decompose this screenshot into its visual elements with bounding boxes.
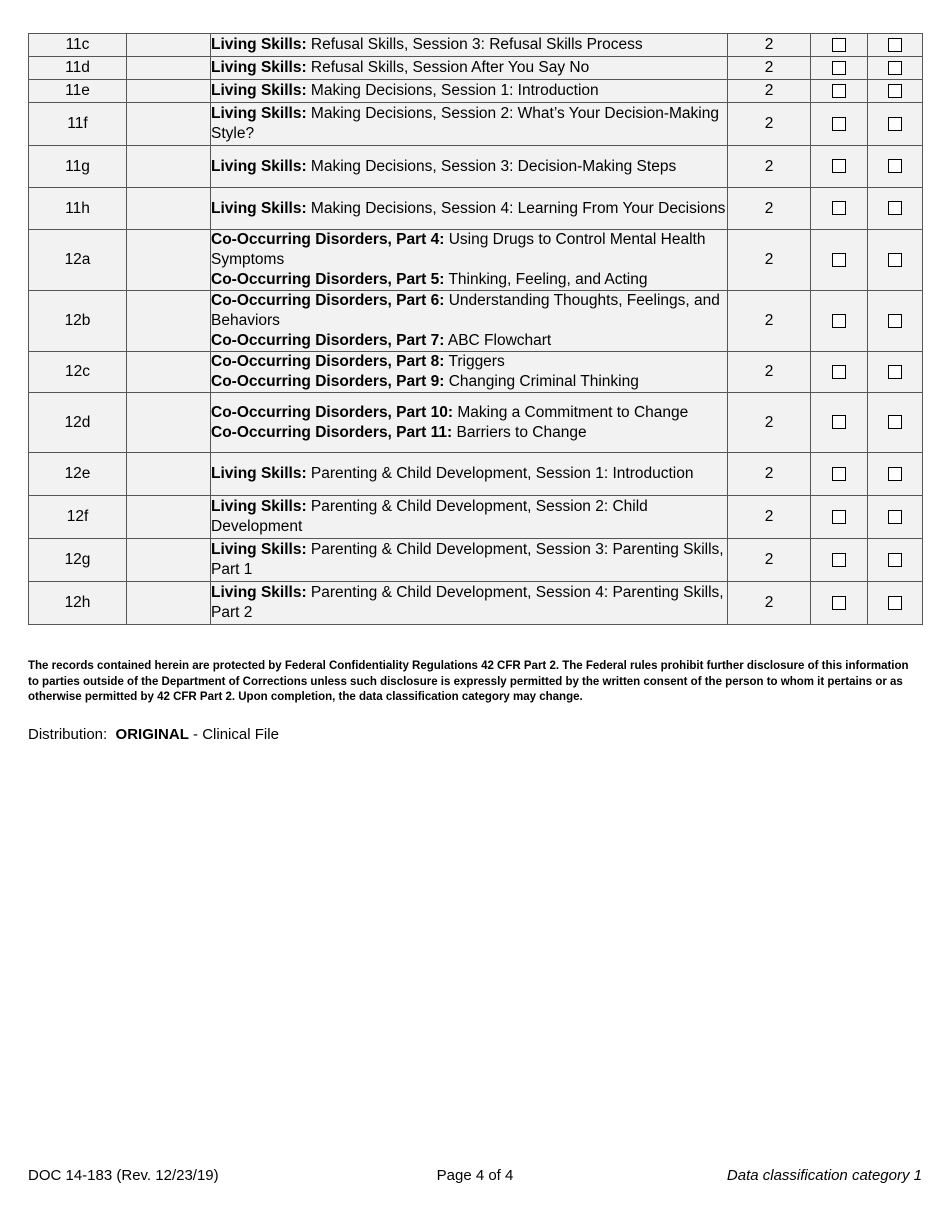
- date-cell: [127, 539, 211, 582]
- completed-checkbox[interactable]: [832, 253, 846, 267]
- date-cell: [127, 453, 211, 496]
- topic-heading: Living Skills:: [211, 541, 307, 558]
- completed-checkbox-cell: [811, 146, 868, 188]
- completed-checkbox[interactable]: [832, 159, 846, 173]
- completed-checkbox[interactable]: [832, 467, 846, 481]
- completed-checkbox[interactable]: [832, 365, 846, 379]
- session-hours: 2: [728, 188, 811, 230]
- topic-text: ABC Flowchart: [444, 332, 552, 349]
- not-completed-checkbox-cell: [868, 539, 923, 582]
- session-number: 12b: [29, 291, 127, 352]
- date-cell: [127, 352, 211, 393]
- date-cell: [127, 146, 211, 188]
- description-line: [211, 352, 727, 372]
- topic-heading: Living Skills:: [211, 199, 307, 217]
- session-number: 12a: [29, 230, 127, 291]
- session-hours: 2: [728, 103, 811, 146]
- not-completed-checkbox[interactable]: [888, 314, 902, 328]
- distribution-line: [28, 726, 279, 743]
- description-line: [211, 157, 727, 177]
- not-completed-checkbox[interactable]: [888, 117, 902, 131]
- topic-text: Barriers to Change: [452, 423, 587, 441]
- topic-text: Refusal Skills, Session 3: Refusal Skills Process: [306, 36, 643, 53]
- table-row: [29, 103, 923, 146]
- description-line: [211, 331, 727, 351]
- session-hours: 2: [728, 352, 811, 393]
- topic-heading: Living Skills:: [211, 82, 307, 99]
- table-row: [29, 57, 923, 80]
- session-hours: 2: [728, 496, 811, 539]
- session-hours: 2: [728, 34, 811, 57]
- not-completed-checkbox-cell: [868, 80, 923, 103]
- not-completed-checkbox[interactable]: [888, 201, 902, 215]
- date-cell: [127, 230, 211, 291]
- description-line: [211, 270, 727, 290]
- session-table: [28, 33, 923, 625]
- session-hours: 2: [728, 291, 811, 352]
- topic-heading: Co-Occurring Disorders, Part 10:: [211, 403, 454, 421]
- confidentiality-notice: The records contained herein are protected by Federal Confidentiality Regulations 42 CFR Part 2. The Federal rules prohibit further disclosure of this information to parties outside of the Department of Corrections unless such disclosure is expressly permitted by the written consent of the person to whom it pertains or as otherwise permitted by 42 CFR Part 2. Upon completion, the data classification category may change.: [28, 660, 909, 703]
- not-completed-checkbox[interactable]: [888, 159, 902, 173]
- not-completed-checkbox-cell: [868, 393, 923, 453]
- topic-text: Parenting & Child Development, Session 3: Parenting Skills, Part 1: [211, 541, 724, 578]
- completed-checkbox-cell: [811, 34, 868, 57]
- description-line: [211, 58, 727, 78]
- topic-heading: Living Skills:: [211, 36, 307, 53]
- session-hours: 2: [728, 146, 811, 188]
- description-line: [211, 291, 727, 331]
- not-completed-checkbox[interactable]: [888, 61, 902, 75]
- not-completed-checkbox-cell: [868, 146, 923, 188]
- session-number: 12g: [29, 539, 127, 582]
- session-description: [211, 352, 728, 393]
- not-completed-checkbox-cell: [868, 34, 923, 57]
- not-completed-checkbox[interactable]: [888, 510, 902, 524]
- session-description: [211, 80, 728, 103]
- completed-checkbox-cell: [811, 291, 868, 352]
- topic-text: Parenting & Child Development, Session 4: Parenting Skills, Part 2: [211, 584, 724, 621]
- session-hours: 2: [728, 80, 811, 103]
- table-row: [29, 291, 923, 352]
- not-completed-checkbox[interactable]: [888, 38, 902, 52]
- session-number: 12c: [29, 352, 127, 393]
- completed-checkbox[interactable]: [832, 553, 846, 567]
- description-line: [211, 464, 727, 484]
- page-number: Page 4 of 4: [436, 1167, 514, 1184]
- table-row: [29, 539, 923, 582]
- date-cell: [127, 582, 211, 625]
- topic-text: Parenting & Child Development, Session 2: Child Development: [211, 498, 648, 535]
- table-row: [29, 393, 923, 453]
- not-completed-checkbox-cell: [868, 582, 923, 625]
- session-description: [211, 291, 728, 352]
- topic-text: Understanding Thoughts, Feelings, and Behaviors: [211, 292, 720, 329]
- data-classification: Data classification category 1: [726, 1167, 922, 1184]
- topic-text: Changing Criminal Thinking: [444, 373, 639, 390]
- completed-checkbox[interactable]: [832, 84, 846, 98]
- session-description: [211, 582, 728, 625]
- topic-heading: Living Skills:: [211, 584, 307, 601]
- topic-heading: Co-Occurring Disorders, Part 11:: [211, 423, 453, 441]
- completed-checkbox[interactable]: [832, 201, 846, 215]
- description-line: [211, 583, 727, 623]
- not-completed-checkbox-cell: [868, 352, 923, 393]
- session-hours: 2: [728, 582, 811, 625]
- completed-checkbox-cell: [811, 582, 868, 625]
- form-number: DOC 14-183 (Rev. 12/23/19): [28, 1167, 219, 1184]
- date-cell: [127, 103, 211, 146]
- completed-checkbox-cell: [811, 188, 868, 230]
- date-cell: [127, 496, 211, 539]
- topic-heading: Co-Occurring Disorders, Part 8:: [211, 353, 445, 370]
- session-description: [211, 393, 728, 453]
- completed-checkbox[interactable]: [832, 510, 846, 524]
- completed-checkbox[interactable]: [832, 596, 846, 610]
- session-number: 12e: [29, 453, 127, 496]
- not-completed-checkbox[interactable]: [888, 553, 902, 567]
- session-hours: 2: [728, 230, 811, 291]
- topic-heading: Living Skills:: [211, 105, 307, 122]
- topic-heading: Co-Occurring Disorders, Part 5:: [211, 271, 445, 288]
- topic-text: Making a Commitment to Change: [453, 403, 689, 421]
- date-cell: [127, 393, 211, 453]
- completed-checkbox[interactable]: [832, 117, 846, 131]
- table-row: [29, 453, 923, 496]
- session-number: 11e: [29, 80, 127, 103]
- table-row: [29, 582, 923, 625]
- completed-checkbox-cell: [811, 539, 868, 582]
- not-completed-checkbox[interactable]: [888, 253, 902, 267]
- not-completed-checkbox-cell: [868, 291, 923, 352]
- session-number: 11g: [29, 146, 127, 188]
- session-number: 11h: [29, 188, 127, 230]
- description-line: [211, 540, 727, 580]
- session-description: [211, 57, 728, 80]
- topic-text: Making Decisions, Session 1: Introduction: [306, 82, 599, 99]
- session-description: [211, 146, 728, 188]
- not-completed-checkbox-cell: [868, 496, 923, 539]
- not-completed-checkbox-cell: [868, 453, 923, 496]
- completed-checkbox-cell: [811, 496, 868, 539]
- table-row: [29, 230, 923, 291]
- session-description: [211, 103, 728, 146]
- session-number: 12d: [29, 393, 127, 453]
- topic-text: Thinking, Feeling, and Acting: [444, 271, 648, 288]
- distribution-label: Distribution:: [28, 726, 108, 743]
- completed-checkbox-cell: [811, 352, 868, 393]
- table-row: [29, 34, 923, 57]
- date-cell: [127, 57, 211, 80]
- session-hours: 2: [728, 57, 811, 80]
- not-completed-checkbox-cell: [868, 57, 923, 80]
- completed-checkbox-cell: [811, 80, 868, 103]
- topic-heading: Co-Occurring Disorders, Part 4:: [211, 231, 445, 248]
- session-hours: 2: [728, 539, 811, 582]
- topic-text: Making Decisions, Session 3: Decision-Making Steps: [306, 157, 677, 175]
- session-number: 11f: [29, 103, 127, 146]
- distribution-original: ORIGINAL: [115, 726, 189, 743]
- completed-checkbox-cell: [811, 103, 868, 146]
- session-hours: 2: [728, 453, 811, 496]
- not-completed-checkbox[interactable]: [888, 365, 902, 379]
- session-number: 11c: [29, 34, 127, 57]
- description-line: [211, 104, 727, 144]
- not-completed-checkbox[interactable]: [888, 415, 902, 429]
- session-description: [211, 230, 728, 291]
- completed-checkbox[interactable]: [832, 38, 846, 52]
- topic-heading: Living Skills:: [211, 465, 307, 482]
- topic-heading: Co-Occurring Disorders, Part 7:: [211, 332, 445, 349]
- description-line: [211, 497, 727, 537]
- session-description: [211, 539, 728, 582]
- completed-checkbox-cell: [811, 453, 868, 496]
- topic-heading: Living Skills:: [211, 59, 307, 76]
- topic-heading: Living Skills:: [211, 157, 307, 175]
- completed-checkbox[interactable]: [832, 415, 846, 429]
- table-row: [29, 496, 923, 539]
- session-description: [211, 453, 728, 496]
- completed-checkbox-cell: [811, 393, 868, 453]
- date-cell: [127, 291, 211, 352]
- description-line: [211, 372, 727, 392]
- description-line: [211, 35, 727, 55]
- page-footer: [28, 1167, 922, 1187]
- table-row: [29, 146, 923, 188]
- session-description: [211, 188, 728, 230]
- not-completed-checkbox[interactable]: [888, 84, 902, 98]
- not-completed-checkbox[interactable]: [888, 467, 902, 481]
- topic-text: Refusal Skills, Session After You Say No: [306, 59, 590, 76]
- topic-text: Making Decisions, Session 4: Learning From Your Decisions: [306, 199, 726, 217]
- session-number: 11d: [29, 57, 127, 80]
- completed-checkbox-cell: [811, 230, 868, 291]
- table-row: [29, 80, 923, 103]
- distribution-destination: - Clinical File: [188, 726, 279, 743]
- description-line: [211, 81, 727, 101]
- topic-text: Using Drugs to Control Mental Health Symptoms: [211, 231, 706, 268]
- session-description: [211, 496, 728, 539]
- session-number: 12h: [29, 582, 127, 625]
- completed-checkbox-cell: [811, 57, 868, 80]
- date-cell: [127, 34, 211, 57]
- description-line: [211, 423, 727, 443]
- completed-checkbox[interactable]: [832, 61, 846, 75]
- date-cell: [127, 188, 211, 230]
- session-hours: 2: [728, 393, 811, 453]
- topic-text: Parenting & Child Development, Session 1: Introduction: [306, 465, 694, 482]
- session-description: [211, 34, 728, 57]
- description-line: [211, 230, 727, 270]
- topic-text: Triggers: [444, 353, 505, 370]
- not-completed-checkbox-cell: [868, 188, 923, 230]
- not-completed-checkbox[interactable]: [888, 596, 902, 610]
- description-line: [211, 199, 727, 219]
- table-row: [29, 352, 923, 393]
- description-line: [211, 403, 727, 423]
- not-completed-checkbox-cell: [868, 230, 923, 291]
- completed-checkbox[interactable]: [832, 314, 846, 328]
- topic-text: Making Decisions, Session 2: What’s Your Decision-Making Style?: [211, 105, 719, 142]
- table-row: [29, 188, 923, 230]
- topic-heading: Co-Occurring Disorders, Part 9:: [211, 373, 445, 390]
- topic-heading: Living Skills:: [211, 498, 307, 515]
- date-cell: [127, 80, 211, 103]
- not-completed-checkbox-cell: [868, 103, 923, 146]
- session-number: 12f: [29, 496, 127, 539]
- topic-heading: Co-Occurring Disorders, Part 6:: [211, 292, 445, 309]
